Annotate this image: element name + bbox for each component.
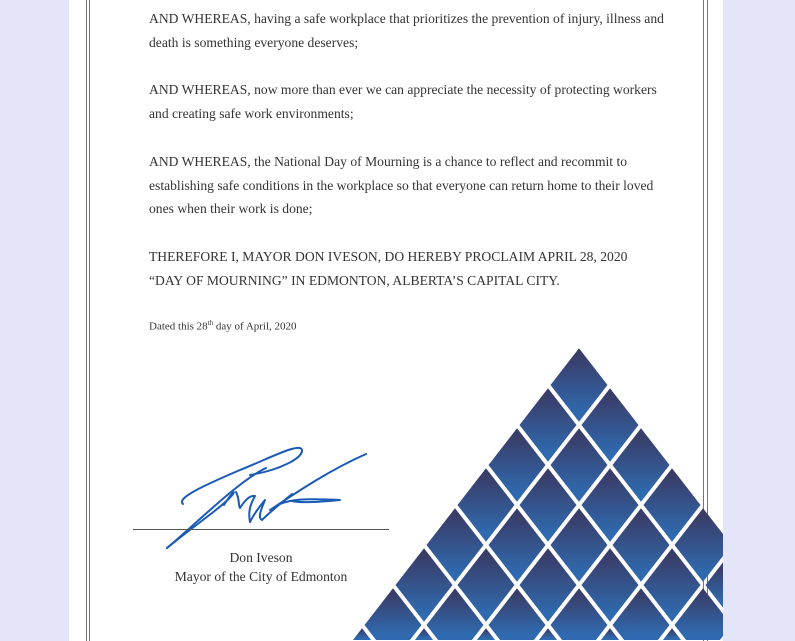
paragraph-1-line-2: death is something everyone deserves; [149,35,359,50]
signatory-title: Mayor of the City of Edmonton [174,569,348,584]
paragraph-1-line-1: AND WHEREAS, having a safe workplace that prioritizes the prevention of injury, illness and [149,11,664,26]
dated-rest: day of April, 2020 [213,320,297,333]
proclamation-line-1: THEREFORE I, MAYOR DON IVESON, DO HEREBY PROCLAIM APRIL 28, 2020 [149,249,628,264]
paragraph-3-line-3: ones when their work is done; [149,201,313,216]
paragraph-3-line-2: establishing safe conditions in the workplace so that everyone can return home to their loved [149,178,654,193]
dated-prefix: Dated this 28 [149,320,208,333]
signature-line [133,529,389,530]
proclamation-line-2: “DAY OF MOURNING” IN EDMONTON, ALBERTA’S CAPITAL CITY. [149,273,560,288]
dated-ordinal: th [207,319,214,327]
paragraph-2-line-1: AND WHEREAS, now more than ever we can appreciate the necessity of protecting workers [149,82,657,97]
paragraph-2-line-2: and creating safe work environments; [149,106,354,121]
paragraph-3-line-1: AND WHEREAS, the National Day of Mourning is a chance to reflect and recommit to [149,154,628,169]
signatory-name: Don Iveson [229,550,293,565]
